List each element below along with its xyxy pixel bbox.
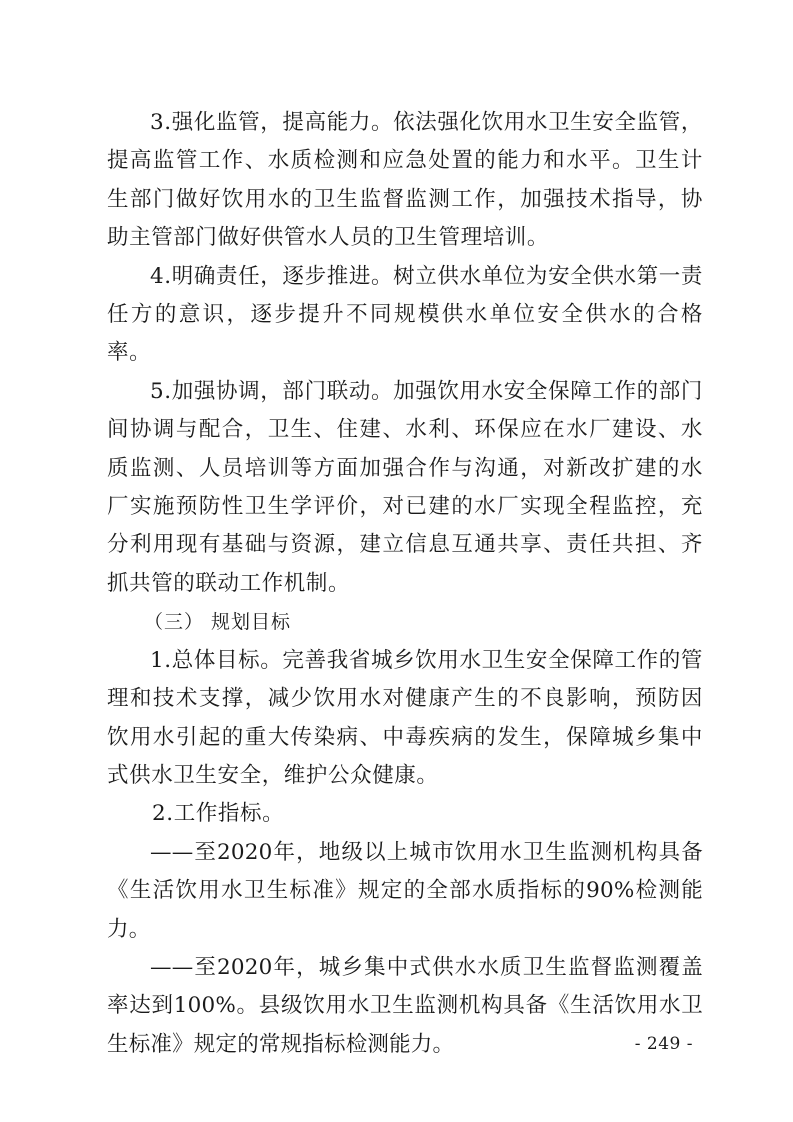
paragraph-indicator-city: ——至2020年，地级以上城市饮用水卫生监测机构具备《生活饮用水卫生标准》规定的全部水质指标的90%检测能力。 (107, 839, 703, 942)
paragraph-work-indicators: 2.工作指标。 (152, 801, 285, 827)
paragraph-strengthen-supervision: 3.强化监管，提高能力。依法强化饮用水卫生安全监管，提高监管工作、水质检测和应急处置的能力和水平。卫生计生部门做好饮用水的卫生监督监测工作，加强技术指导，协助主管部门做好供管水人员的卫生管理培训。 (107, 110, 703, 251)
paragraph-indicator-coverage: ——至2020年，城乡集中式供水水质卫生监督监测覆盖率达到100%。县级饮用水卫生监测机构具备《生活饮用水卫生标准》规定的常规指标检测能力。 (107, 954, 703, 1057)
page-number: - 249 - (634, 1034, 693, 1054)
paragraph-overall-goal: 1.总体目标。完善我省城乡饮用水卫生安全保障工作的管理和技术支撑，减少饮用水对健康产生的不良影响，预防因饮用水引起的重大传染病、中毒疾病的发生，保障城乡集中式供水卫生安全，维护公众健康。 (107, 647, 703, 788)
paragraph-clarify-responsibility: 4.明确责任，逐步推进。树立供水单位为安全供水第一责任方的意识，逐步提升不同规模供水单位安全供水的合格率。 (107, 263, 703, 366)
paragraph-strengthen-coordination: 5.加强协调，部门联动。加强饮用水安全保障工作的部门间协调与配合，卫生、住建、水利、环保应在水厂建设、水质监测、人员培训等方面加强合作与沟通，对新改扩建的水厂实施预防性卫生学评价，对已建的水厂实现全程监控，充分利用现有基础与资源，建立信息互通共享、责任共担、齐抓共管的联动工作机制。 (107, 378, 703, 596)
section-heading-planning-goals: （三） 规划目标 (144, 611, 292, 634)
body-text (107, 104, 703, 1064)
